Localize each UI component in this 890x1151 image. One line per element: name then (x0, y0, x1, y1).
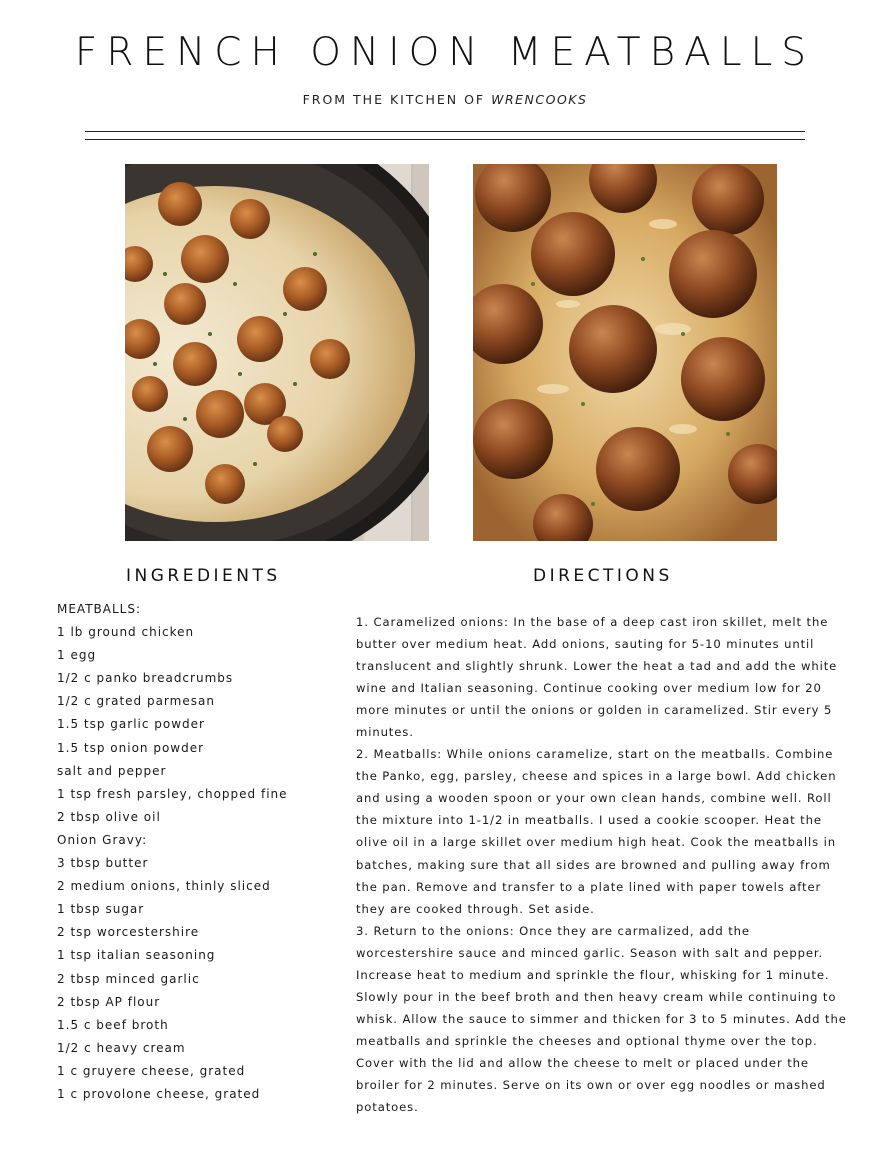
ingredient-item: 1 c gruyere cheese, grated (57, 1063, 246, 1078)
ingredient-item: 1 tsp fresh parsley, chopped fine (57, 786, 288, 801)
recipe-subtitle (0, 92, 890, 107)
ingredient-item: 2 tbsp olive oil (57, 809, 161, 824)
skillet-meatballs-photo (125, 164, 429, 541)
ingredient-item: 2 tsp worcestershire (57, 925, 200, 940)
ingredient-item: 1.5 c beef broth (57, 1017, 169, 1032)
ingredient-item: 1/2 c grated parmesan (57, 694, 215, 709)
ingredient-item: salt and pepper (57, 763, 167, 778)
ingredient-item: 2 tbsp minced garlic (57, 971, 200, 986)
ingredient-item: MEATBALLS: (57, 602, 142, 616)
author-name: WRENCOOKS (491, 92, 588, 107)
ingredient-item: 1/2 c panko breadcrumbs (57, 671, 234, 686)
directions-list (356, 611, 848, 1118)
ingredient-item: Onion Gravy: (57, 832, 148, 847)
ingredient-item: 1 egg (57, 648, 97, 663)
direction-step: 2. Meatballs: While onions caramelize, start on the meatballs. Combine the Panko, egg, parsley, cheese and spices in a large bowl. Add chicken and using a wooden spoon or your own clean hands, combine well. Roll the mixture into 1-1/2 in meatballs. I used a cookie scooper. Heat the olive oil in a large skillet over medium high heat. Cook the meatballs in batches, making sure that all sides are browned and pulling away from the pan. Remove and transfer to a plate lined with paper towels after they are cooked through. Set aside. (356, 747, 837, 916)
ingredients-heading: INGREDIENTS (126, 566, 281, 586)
ingredient-item: 1 c provolone cheese, grated (57, 1086, 261, 1101)
ingredient-item: 1.5 tsp onion powder (57, 740, 205, 755)
subtitle-prefix: FROM THE KITCHEN OF (302, 92, 486, 107)
ingredient-item: 3 tbsp butter (57, 856, 149, 871)
ingredient-item: 2 tbsp AP flour (57, 994, 161, 1009)
ingredient-item: 1 lb ground chicken (57, 625, 195, 640)
ingredient-item: 1 tsp italian seasoning (57, 948, 216, 963)
header-rule-top (85, 131, 805, 132)
ingredient-item: 1.5 tsp garlic powder (57, 717, 205, 732)
recipe-title: FRENCH ONION MEATBALLS (74, 30, 816, 75)
ingredients-list (57, 598, 317, 1106)
directions-heading: DIRECTIONS (533, 566, 673, 586)
direction-step: 3. Return to the onions: Once they are carmalized, add the worcestershire sauce and minced garlic. Season with salt and pepper. Increase heat to medium and sprinkle the flour, whisking for 1 minute. Slowly pour in the beef broth and then heavy cream while continuing to whisk. Allow the sauce to simmer and thicken for 3 to 5 minutes. Add the meatballs and sprinkle the cheeses and optional thyme over the top. Cover with the lid and allow the cheese to melt or placed under the broiler for 2 minutes. Serve on its own or over egg noodles or mashed potatoes. (356, 923, 847, 1115)
ingredient-item: 1 tbsp sugar (57, 902, 145, 917)
ingredient-item: 2 medium onions, thinly sliced (57, 879, 271, 894)
header-rule-bottom (85, 139, 805, 140)
ingredient-item: 1/2 c heavy cream (57, 1040, 186, 1055)
meatballs-closeup-photo (473, 164, 777, 541)
direction-step: 1. Caramelized onions: In the base of a deep cast iron skillet, melt the butter over medium heat. Add onions, sauting for 5-10 minutes until translucent and slightly shrunk. Lower the heat a tad and add the white wine and Italian seasoning. Continue cooking over medium low for 20 more minutes or until the onions or golden in caramelized. Stir every 5 minutes. (356, 615, 838, 740)
